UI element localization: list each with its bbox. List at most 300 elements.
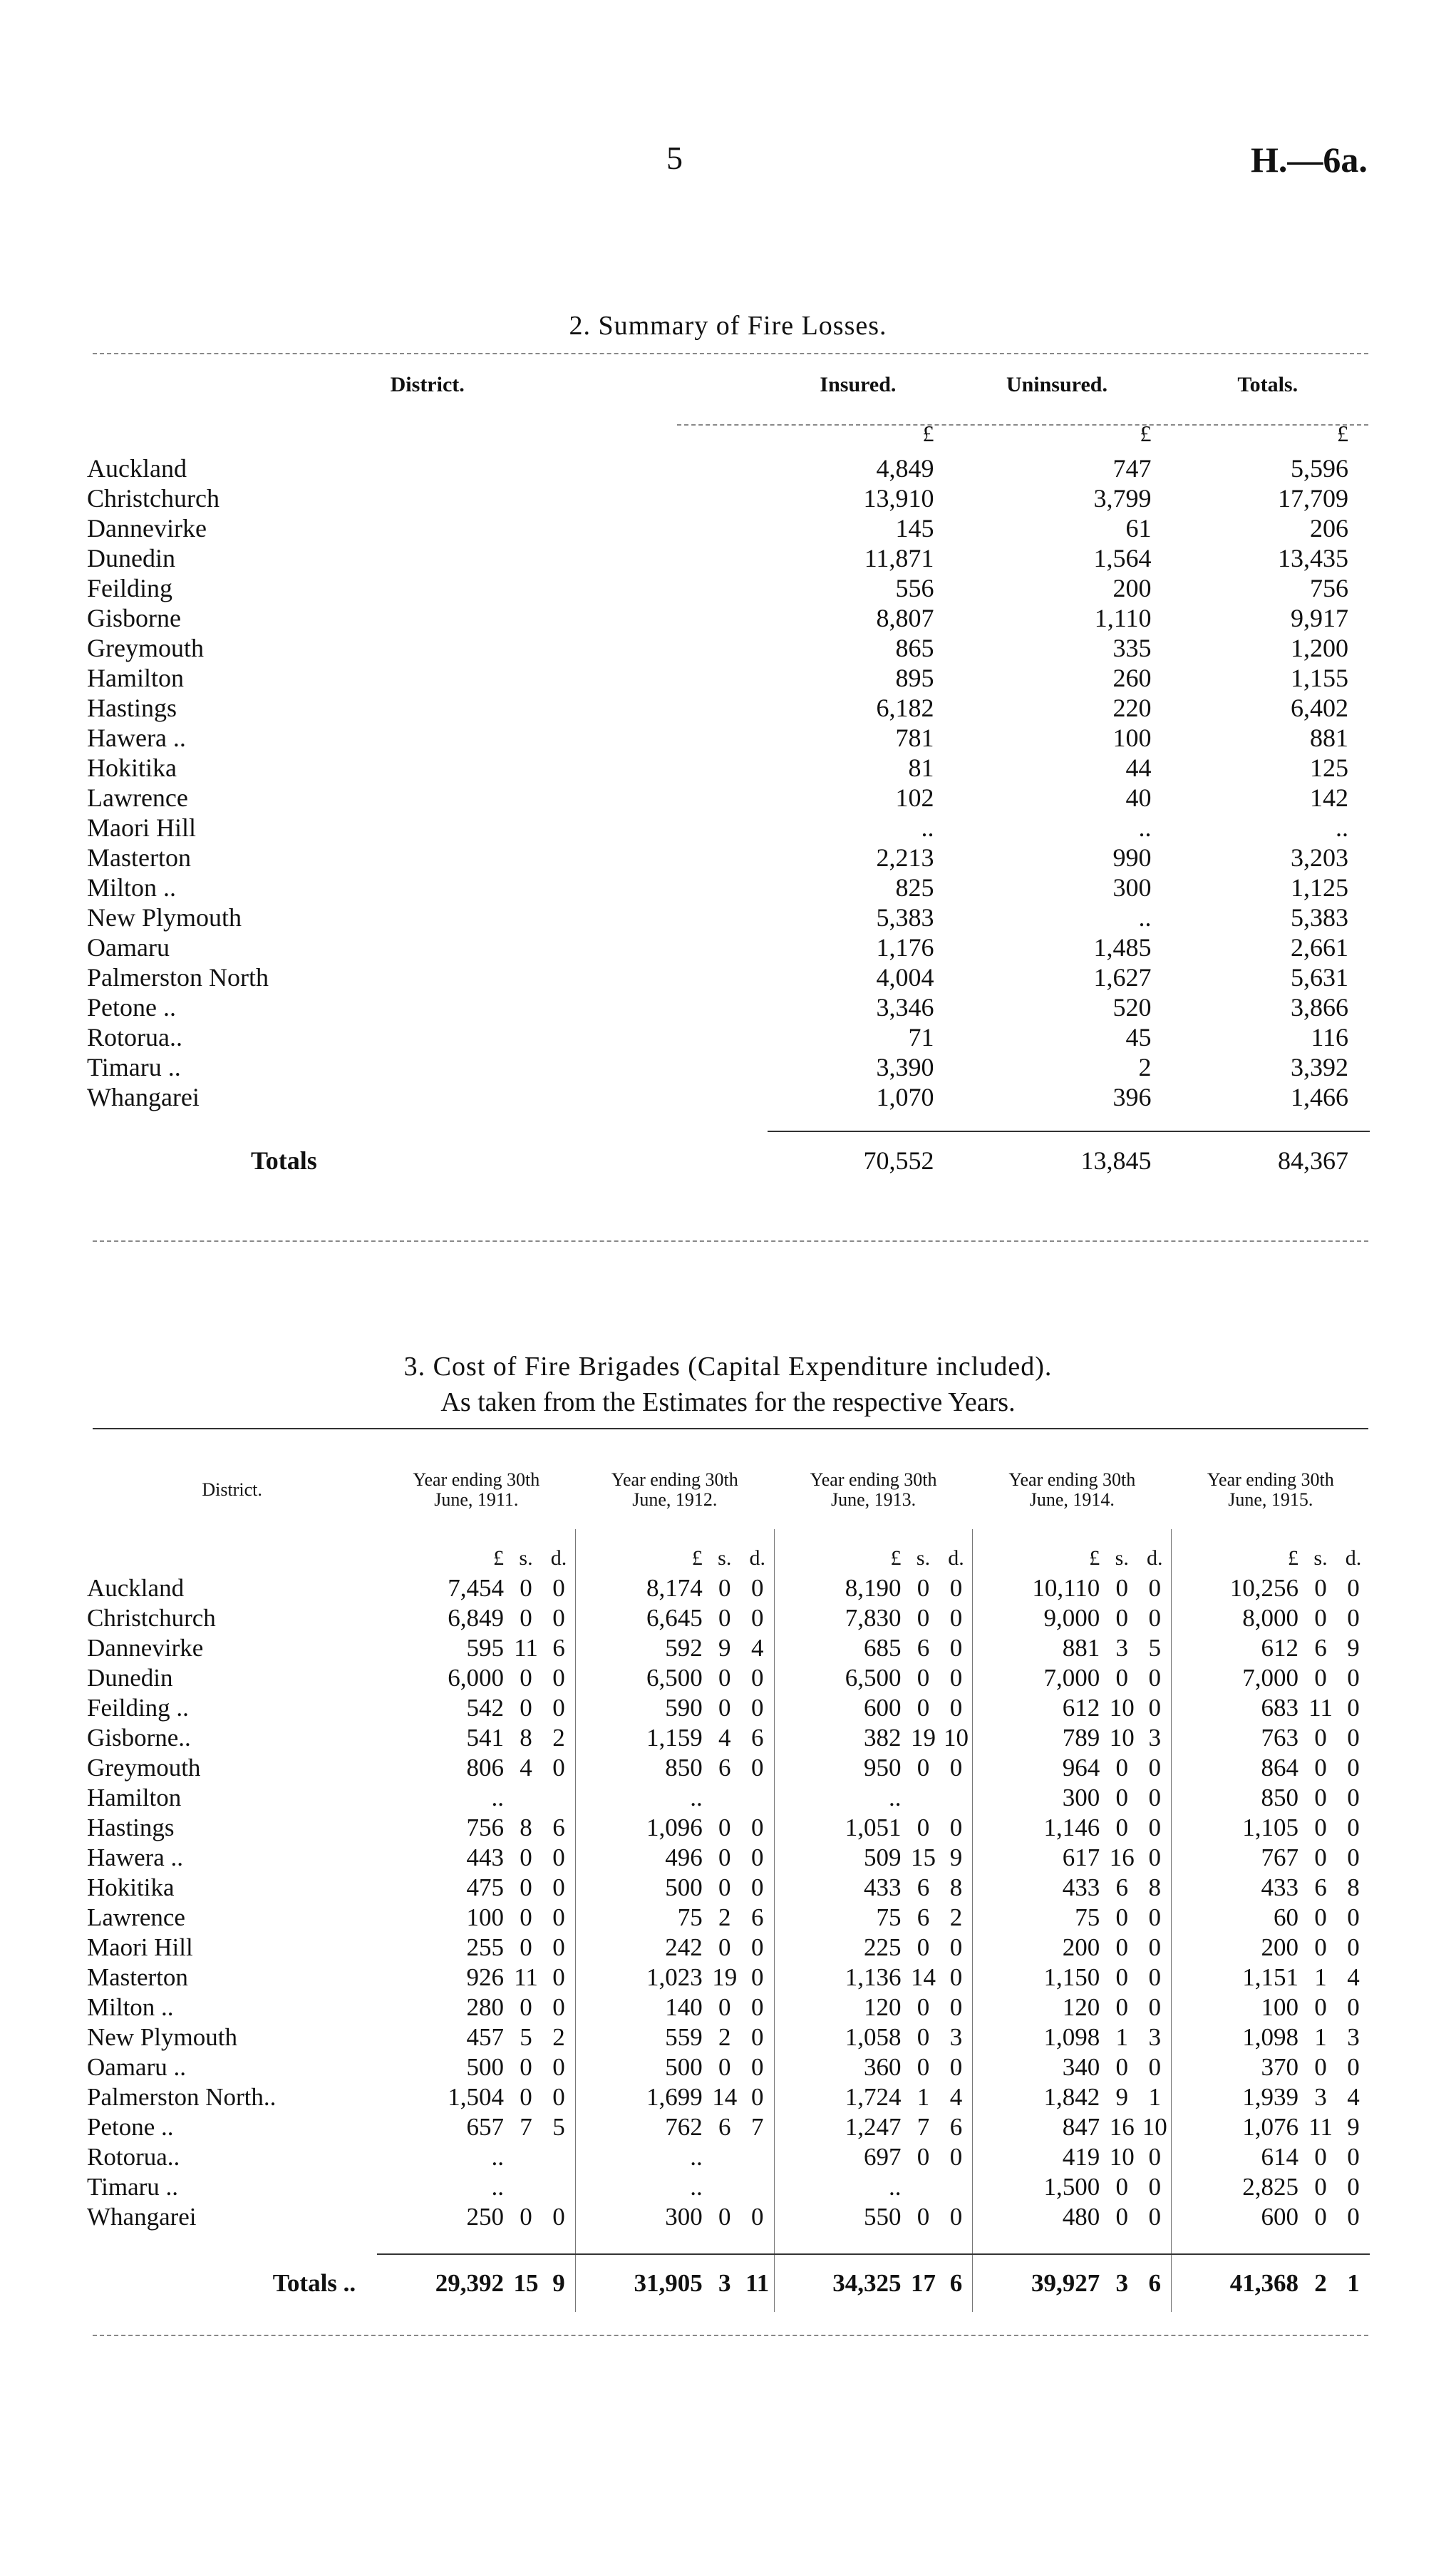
shillings-value: 0 — [520, 1873, 532, 1901]
pence-value: 4 — [741, 1633, 774, 1663]
pounds-value: 1,023 — [646, 1963, 703, 1991]
uninsured-value: 220 — [1112, 694, 1152, 722]
total-shillings: 3 — [708, 2254, 741, 2312]
uninsured-value: 520 — [1112, 993, 1152, 1022]
shillings-value: 19 — [712, 1963, 738, 1991]
table-row — [87, 2142, 1370, 2172]
shillings-value: 0 — [1314, 1993, 1327, 2021]
spacer-cell — [708, 2232, 741, 2254]
insured-value: .. — [921, 813, 934, 842]
spacer-cell — [1337, 2232, 1370, 2254]
table-row — [87, 873, 1370, 903]
pounds-value: 480 — [1062, 2203, 1100, 2231]
shillings-value: 0 — [718, 1604, 731, 1632]
total-value: 3,866 — [1291, 993, 1348, 1022]
total-pounds: 34,325 — [774, 2254, 907, 2312]
district-name: Christchurch — [87, 484, 220, 513]
pence-value — [939, 2172, 972, 2202]
pounds-value: .. — [491, 1784, 505, 1811]
shillings-value: 0 — [917, 2203, 930, 2231]
shillings-value: 6 — [917, 1903, 930, 1931]
pounds-value: 7,454 — [448, 1574, 505, 1602]
shillings-value: 0 — [1314, 1814, 1327, 1841]
total-pounds: 29,392 — [377, 2254, 510, 2312]
table-row — [87, 1633, 1370, 1663]
shillings-value: 0 — [1314, 2143, 1327, 2171]
table-row — [87, 843, 1370, 873]
total-pounds: 41,368 — [1172, 2254, 1304, 2312]
shillings-value: 6 — [917, 1873, 930, 1901]
district-name: Hawera .. — [87, 1844, 184, 1871]
pounds-value: 7,000 — [1242, 1664, 1299, 1692]
shillings-value: 1 — [1314, 2023, 1327, 2051]
pounds-value: 75 — [876, 1903, 902, 1931]
pence-value: 10 — [1138, 2112, 1171, 2142]
pence-value: 0 — [741, 1933, 774, 1963]
pence-value: 2 — [542, 1723, 575, 1753]
district-name: Oamaru .. — [87, 2053, 186, 2081]
district-name: Hawera .. — [87, 724, 186, 752]
pounds-value: 250 — [466, 2203, 505, 2231]
pence-value: 9 — [939, 1843, 972, 1873]
table-row — [87, 633, 1370, 663]
pence-value: 0 — [939, 1633, 972, 1663]
uninsured-value: 300 — [1112, 873, 1152, 902]
pence-value: 6 — [741, 1723, 774, 1753]
shillings-value: 0 — [718, 1664, 731, 1692]
pence-value: 0 — [939, 2202, 972, 2232]
pounds-value: 789 — [1062, 1724, 1100, 1752]
table-row — [87, 453, 1370, 483]
pence-value: 6 — [939, 2112, 972, 2142]
shillings-value: 0 — [718, 1993, 731, 2021]
year-header-line: Year ending 30th — [611, 1469, 738, 1490]
pence-value: 0 — [542, 1603, 575, 1633]
table-row — [87, 543, 1370, 573]
spacer-cell — [87, 2232, 377, 2254]
pounds-value: 881 — [1062, 1634, 1100, 1662]
pounds-value: 500 — [466, 2053, 505, 2081]
spacer-row — [87, 2232, 1370, 2254]
shillings-value: 4 — [718, 1724, 731, 1752]
pounds-value: 614 — [1261, 2143, 1299, 2171]
pence-value: 0 — [1138, 1693, 1171, 1723]
table-row — [87, 1693, 1370, 1723]
pence-value: 0 — [1347, 2053, 1360, 2081]
shillings-value: 0 — [718, 2053, 731, 2081]
shillings-value: 15 — [911, 1844, 936, 1871]
pounds-value: 1,699 — [646, 2083, 703, 2111]
table-row — [87, 1022, 1370, 1052]
pounds-value: 1,159 — [646, 1724, 703, 1752]
pence-value: 0 — [939, 1573, 972, 1603]
pence-value — [542, 1783, 575, 1813]
table-row — [87, 663, 1370, 693]
pence-value — [542, 2172, 575, 2202]
table-row — [87, 1843, 1370, 1873]
year-header-line: June, 1911. — [434, 1489, 519, 1510]
table-row — [87, 483, 1370, 513]
pence-value: 0 — [1138, 1993, 1171, 2022]
total-pounds: 31,905 — [575, 2254, 708, 2312]
divider — [93, 1240, 1368, 1242]
total-shillings: 17 — [907, 2254, 940, 2312]
pounds-value: 1,136 — [845, 1963, 902, 1991]
pence-value: 0 — [542, 2052, 575, 2082]
pence-value: 0 — [1347, 1724, 1360, 1752]
district-name: Milton .. — [87, 873, 177, 902]
pence-value: 8 — [1347, 1873, 1360, 1901]
pence-value: 0 — [1347, 1814, 1360, 1841]
uninsured-value: 3,799 — [1093, 484, 1152, 513]
shillings-value: 10 — [1109, 1724, 1135, 1752]
shillings-value: 6 — [1314, 1634, 1327, 1662]
table-row — [87, 1903, 1370, 1933]
district-name: Palmerston North — [87, 963, 269, 992]
shillings-value: 0 — [1314, 1903, 1327, 1931]
pounds-value: 850 — [665, 1754, 703, 1782]
district-name: Masterton — [87, 1963, 188, 1991]
year-header-line: June, 1912. — [632, 1489, 718, 1510]
shillings-value: 11 — [514, 1634, 538, 1662]
district-name: Lawrence — [87, 1903, 185, 1931]
totals-row — [87, 1131, 1370, 1189]
year-header — [973, 1451, 1172, 1529]
pounds-value: 1,096 — [646, 1814, 703, 1841]
district-name: Petone .. — [87, 2113, 174, 2141]
spacer-cell — [1172, 2232, 1304, 2254]
pence-value: 0 — [1347, 1844, 1360, 1871]
district-name: Petone .. — [87, 993, 176, 1022]
divider — [93, 353, 1368, 354]
pence-unit: d. — [939, 1529, 972, 1573]
brigades-subtitle: As taken from the Estimates for the respective Years. — [440, 1387, 1016, 1417]
year-header-line: Year ending 30th — [1207, 1469, 1334, 1490]
shillings-value: 10 — [1109, 2143, 1135, 2171]
district-name: Palmerston North.. — [87, 2083, 277, 2111]
pence-value: 0 — [1347, 2173, 1360, 2201]
shillings-value: 0 — [1314, 2173, 1327, 2201]
total-value: 5,383 — [1291, 903, 1348, 932]
divider — [93, 1428, 1368, 1429]
total-value: 756 — [1310, 574, 1348, 602]
table-row — [87, 903, 1370, 932]
table-row — [87, 723, 1370, 753]
pence-value — [741, 1783, 774, 1813]
table-row — [87, 573, 1370, 603]
pence-value: 0 — [1138, 2142, 1171, 2172]
uninsured-value: 747 — [1112, 454, 1152, 483]
district-name: Hamilton — [87, 664, 184, 692]
total-pence: 6 — [1138, 2254, 1171, 2312]
pounds-value: 75 — [677, 1903, 703, 1931]
pence-value: 2 — [939, 1903, 972, 1933]
pounds-value: 864 — [1261, 1754, 1299, 1782]
uninsured-value: 1,485 — [1093, 933, 1152, 962]
pence-value: 0 — [542, 2202, 575, 2232]
uninsured-value: .. — [1138, 903, 1152, 932]
pounds-value: 756 — [466, 1814, 505, 1841]
pounds-value: 100 — [1261, 1993, 1299, 2021]
total-pence: 11 — [741, 2254, 774, 2312]
year-header-line: June, 1915. — [1228, 1489, 1313, 1510]
spacer-cell — [774, 2232, 907, 2254]
pounds-unit: £ — [890, 1546, 902, 1570]
district-name: Gisborne.. — [87, 1724, 191, 1752]
pence-value: 0 — [741, 1573, 774, 1603]
shillings-value: 1 — [1314, 1963, 1327, 1991]
shillings-value: 2 — [718, 2023, 731, 2051]
pounds-value: 433 — [1062, 1873, 1100, 1901]
pounds-value: 8,190 — [845, 1574, 902, 1602]
pence-value: 0 — [1347, 1933, 1360, 1961]
pounds-value: 595 — [466, 1634, 505, 1662]
shillings-value: 14 — [712, 2083, 738, 2111]
pence-unit: d. — [542, 1529, 575, 1573]
total-value: 1,200 — [1291, 634, 1348, 662]
total-value: 3,203 — [1291, 843, 1348, 872]
pence-value — [939, 1783, 972, 1813]
pence-value: 4 — [939, 2082, 972, 2112]
shillings-value: 16 — [1109, 1844, 1135, 1871]
table-row — [87, 1813, 1370, 1843]
col-district: District. — [390, 373, 465, 396]
pence-value: 0 — [1138, 2172, 1171, 2202]
district-name: Maori Hill — [87, 1933, 193, 1961]
pence-value: 0 — [1347, 1784, 1360, 1811]
shillings-value: 0 — [1115, 1784, 1128, 1811]
pounds-value: 6,849 — [448, 1604, 505, 1632]
uninsured-value: 1,564 — [1093, 544, 1152, 572]
pounds-value: 683 — [1261, 1694, 1299, 1722]
total-pounds: 39,927 — [973, 2254, 1105, 2312]
pence-value: 6 — [741, 1903, 774, 1933]
pence-value: 0 — [1347, 1574, 1360, 1602]
shillings-value: 10 — [1109, 1694, 1135, 1722]
pounds-value: 340 — [1062, 2053, 1100, 2081]
pounds-value: 496 — [665, 1844, 703, 1871]
year-header — [1172, 1451, 1370, 1529]
table-row — [87, 1993, 1370, 2022]
table-row — [87, 753, 1370, 783]
pounds-value: .. — [889, 1784, 902, 1811]
pence-value: 0 — [1347, 1903, 1360, 1931]
total-shillings: 15 — [510, 2254, 542, 2312]
pence-value: 0 — [939, 1753, 972, 1783]
total-pence: 9 — [542, 2254, 575, 2312]
pence-unit: d. — [1138, 1529, 1171, 1573]
uninsured-value: 61 — [1125, 514, 1152, 543]
insured-value: 556 — [895, 574, 934, 602]
shillings-value: 14 — [911, 1963, 936, 1991]
pounds-value: 950 — [864, 1754, 902, 1782]
pounds-value: 8,000 — [1242, 1604, 1299, 1632]
insured-value: 3,346 — [876, 993, 934, 1022]
pence-value: 2 — [542, 2022, 575, 2052]
pounds-value: 7,830 — [845, 1604, 902, 1632]
pounds-value: 762 — [665, 2113, 703, 2141]
shillings-value: 5 — [520, 2023, 532, 2051]
pence-value: 0 — [741, 2202, 774, 2232]
total-value: 206 — [1310, 514, 1348, 543]
pounds-value: 509 — [864, 1844, 902, 1871]
year-header-line: Year ending 30th — [810, 1469, 937, 1490]
total-pence: 1 — [1337, 2254, 1370, 2312]
pounds-value: 2,825 — [1242, 2173, 1299, 2201]
insured-value: 145 — [895, 514, 934, 543]
spacer-cell — [510, 2232, 542, 2254]
shillings-value: 6 — [718, 1754, 731, 1782]
pence-value: 7 — [741, 2112, 774, 2142]
pounds-value: 1,105 — [1242, 1814, 1299, 1841]
total-value: 142 — [1310, 783, 1348, 812]
col-district: District. — [202, 1479, 262, 1500]
district-name: Dannevirke — [87, 1634, 204, 1662]
uninsured-value: 44 — [1125, 754, 1152, 782]
pounds-value: 1,842 — [1043, 2083, 1100, 2111]
shillings-value: 0 — [917, 1604, 930, 1632]
district-name: Whangarei — [87, 2203, 197, 2231]
shillings-unit: s. — [519, 1546, 533, 1570]
divider — [93, 2335, 1368, 2336]
pounds-value: 8,174 — [646, 1574, 703, 1602]
pence-value: 0 — [542, 1903, 575, 1933]
district-name: Maori Hill — [87, 813, 196, 842]
col-uninsured: Uninsured. — [1006, 373, 1108, 396]
pence-value: 1 — [1138, 2082, 1171, 2112]
pence-unit: d. — [741, 1529, 774, 1573]
shillings-value: 0 — [1314, 1574, 1327, 1602]
pence-value: 0 — [1138, 2202, 1171, 2232]
total-value: 13,435 — [1278, 544, 1348, 572]
spacer-cell — [1138, 2232, 1171, 2254]
pounds-value: 1,058 — [845, 2023, 902, 2051]
pence-value: 0 — [542, 1963, 575, 1993]
pence-value: 0 — [741, 1963, 774, 1993]
pounds-value: 926 — [466, 1963, 505, 1991]
insured-value: 71 — [908, 1023, 934, 1052]
shillings-value: 0 — [1115, 1574, 1128, 1602]
fire-losses-table — [87, 356, 1370, 1189]
district-name: New Plymouth — [87, 2023, 237, 2051]
pounds-value: 1,150 — [1043, 1963, 1100, 1991]
pence-value: 0 — [1138, 1603, 1171, 1633]
pence-value: 0 — [939, 1963, 972, 1993]
pence-value — [542, 2142, 575, 2172]
shillings-value: 0 — [917, 2143, 930, 2171]
shillings-value — [510, 2172, 542, 2202]
pounds-value: 590 — [665, 1694, 703, 1722]
pounds-value: 1,146 — [1043, 1814, 1100, 1841]
shillings-unit: s. — [1313, 1546, 1328, 1570]
summary-title: 2. Summary of Fire Losses. — [569, 311, 887, 341]
pence-value: 0 — [741, 1993, 774, 2022]
total-value: 5,631 — [1291, 963, 1348, 992]
pounds-value: 500 — [665, 2053, 703, 2081]
spacer-cell — [741, 2232, 774, 2254]
pounds-value: .. — [491, 2173, 505, 2201]
pounds-value: .. — [690, 2143, 703, 2171]
pence-value: 5 — [542, 2112, 575, 2142]
table-row — [87, 1663, 1370, 1693]
pounds-value: 140 — [665, 1993, 703, 2021]
district-name: Milton .. — [87, 1993, 174, 2021]
pence-value: 0 — [741, 1693, 774, 1723]
pence-value: 0 — [542, 1993, 575, 2022]
unit-label: £ — [1337, 421, 1348, 446]
total-value: 116 — [1311, 1023, 1348, 1052]
shillings-value: 0 — [1115, 2173, 1128, 2201]
shillings-value: 0 — [718, 1873, 731, 1901]
pounds-value: 443 — [466, 1844, 505, 1871]
district-name: Feilding — [87, 574, 173, 602]
shillings-value: 19 — [911, 1724, 936, 1752]
shillings-value — [708, 2142, 741, 2172]
shillings-value: 0 — [1314, 1724, 1327, 1752]
pence-value: 8 — [1138, 1873, 1171, 1903]
spacer-cell — [377, 2232, 510, 2254]
spacer-cell — [87, 1112, 768, 1131]
district-name: New Plymouth — [87, 903, 242, 932]
shillings-value: 0 — [718, 1933, 731, 1961]
shillings-unit: s. — [1115, 1546, 1129, 1570]
pence-value: 0 — [542, 1933, 575, 1963]
brigades-title: 3. Cost of Fire Brigades (Capital Expenditure included). — [403, 1352, 1053, 1382]
pence-value: 0 — [1138, 1963, 1171, 1993]
shillings-value: 6 — [1314, 1873, 1327, 1901]
insured-value: 81 — [908, 754, 934, 782]
spacer-cell — [575, 2232, 708, 2254]
table-row — [87, 1573, 1370, 1603]
table-row — [87, 1753, 1370, 1783]
pounds-value: 685 — [864, 1634, 902, 1662]
col-totals: Totals. — [1237, 373, 1298, 396]
insured-value: 6,182 — [876, 694, 934, 722]
insured-value: 2,213 — [876, 843, 934, 872]
insured-value: 5,383 — [876, 903, 934, 932]
total-uninsured: 13,845 — [948, 1131, 1165, 1189]
shillings-value — [708, 2172, 741, 2202]
pounds-value: 7,000 — [1043, 1664, 1100, 1692]
shillings-value: 0 — [1115, 1604, 1128, 1632]
shillings-value: 0 — [718, 1814, 731, 1841]
shillings-value: 0 — [718, 1574, 731, 1602]
table-row — [87, 2052, 1370, 2082]
unit-label: £ — [1140, 421, 1152, 446]
insured-value: 895 — [895, 664, 934, 692]
pounds-value: 550 — [864, 2203, 902, 2231]
pounds-value: .. — [690, 1784, 703, 1811]
total-shillings: 3 — [1105, 2254, 1138, 2312]
insured-value: 8,807 — [876, 604, 934, 632]
table-row — [87, 2082, 1370, 2112]
insured-value: 1,070 — [876, 1083, 934, 1111]
insured-value: 4,004 — [876, 963, 934, 992]
shillings-value: 8 — [520, 1814, 532, 1841]
pounds-value: 1,098 — [1242, 2023, 1299, 2051]
pounds-value: 964 — [1062, 1754, 1100, 1782]
district-name: Hastings — [87, 694, 177, 722]
district-name: Timaru .. — [87, 2173, 179, 2201]
pounds-value: 612 — [1261, 1634, 1299, 1662]
pence-value: 0 — [542, 1873, 575, 1903]
spacer-cell — [1165, 1112, 1370, 1131]
pence-value: 0 — [741, 1813, 774, 1843]
district-name: Whangarei — [87, 1083, 200, 1111]
pence-value: 0 — [542, 1663, 575, 1693]
shillings-value: 0 — [1314, 1754, 1327, 1782]
spacer-cell — [87, 1529, 377, 1573]
